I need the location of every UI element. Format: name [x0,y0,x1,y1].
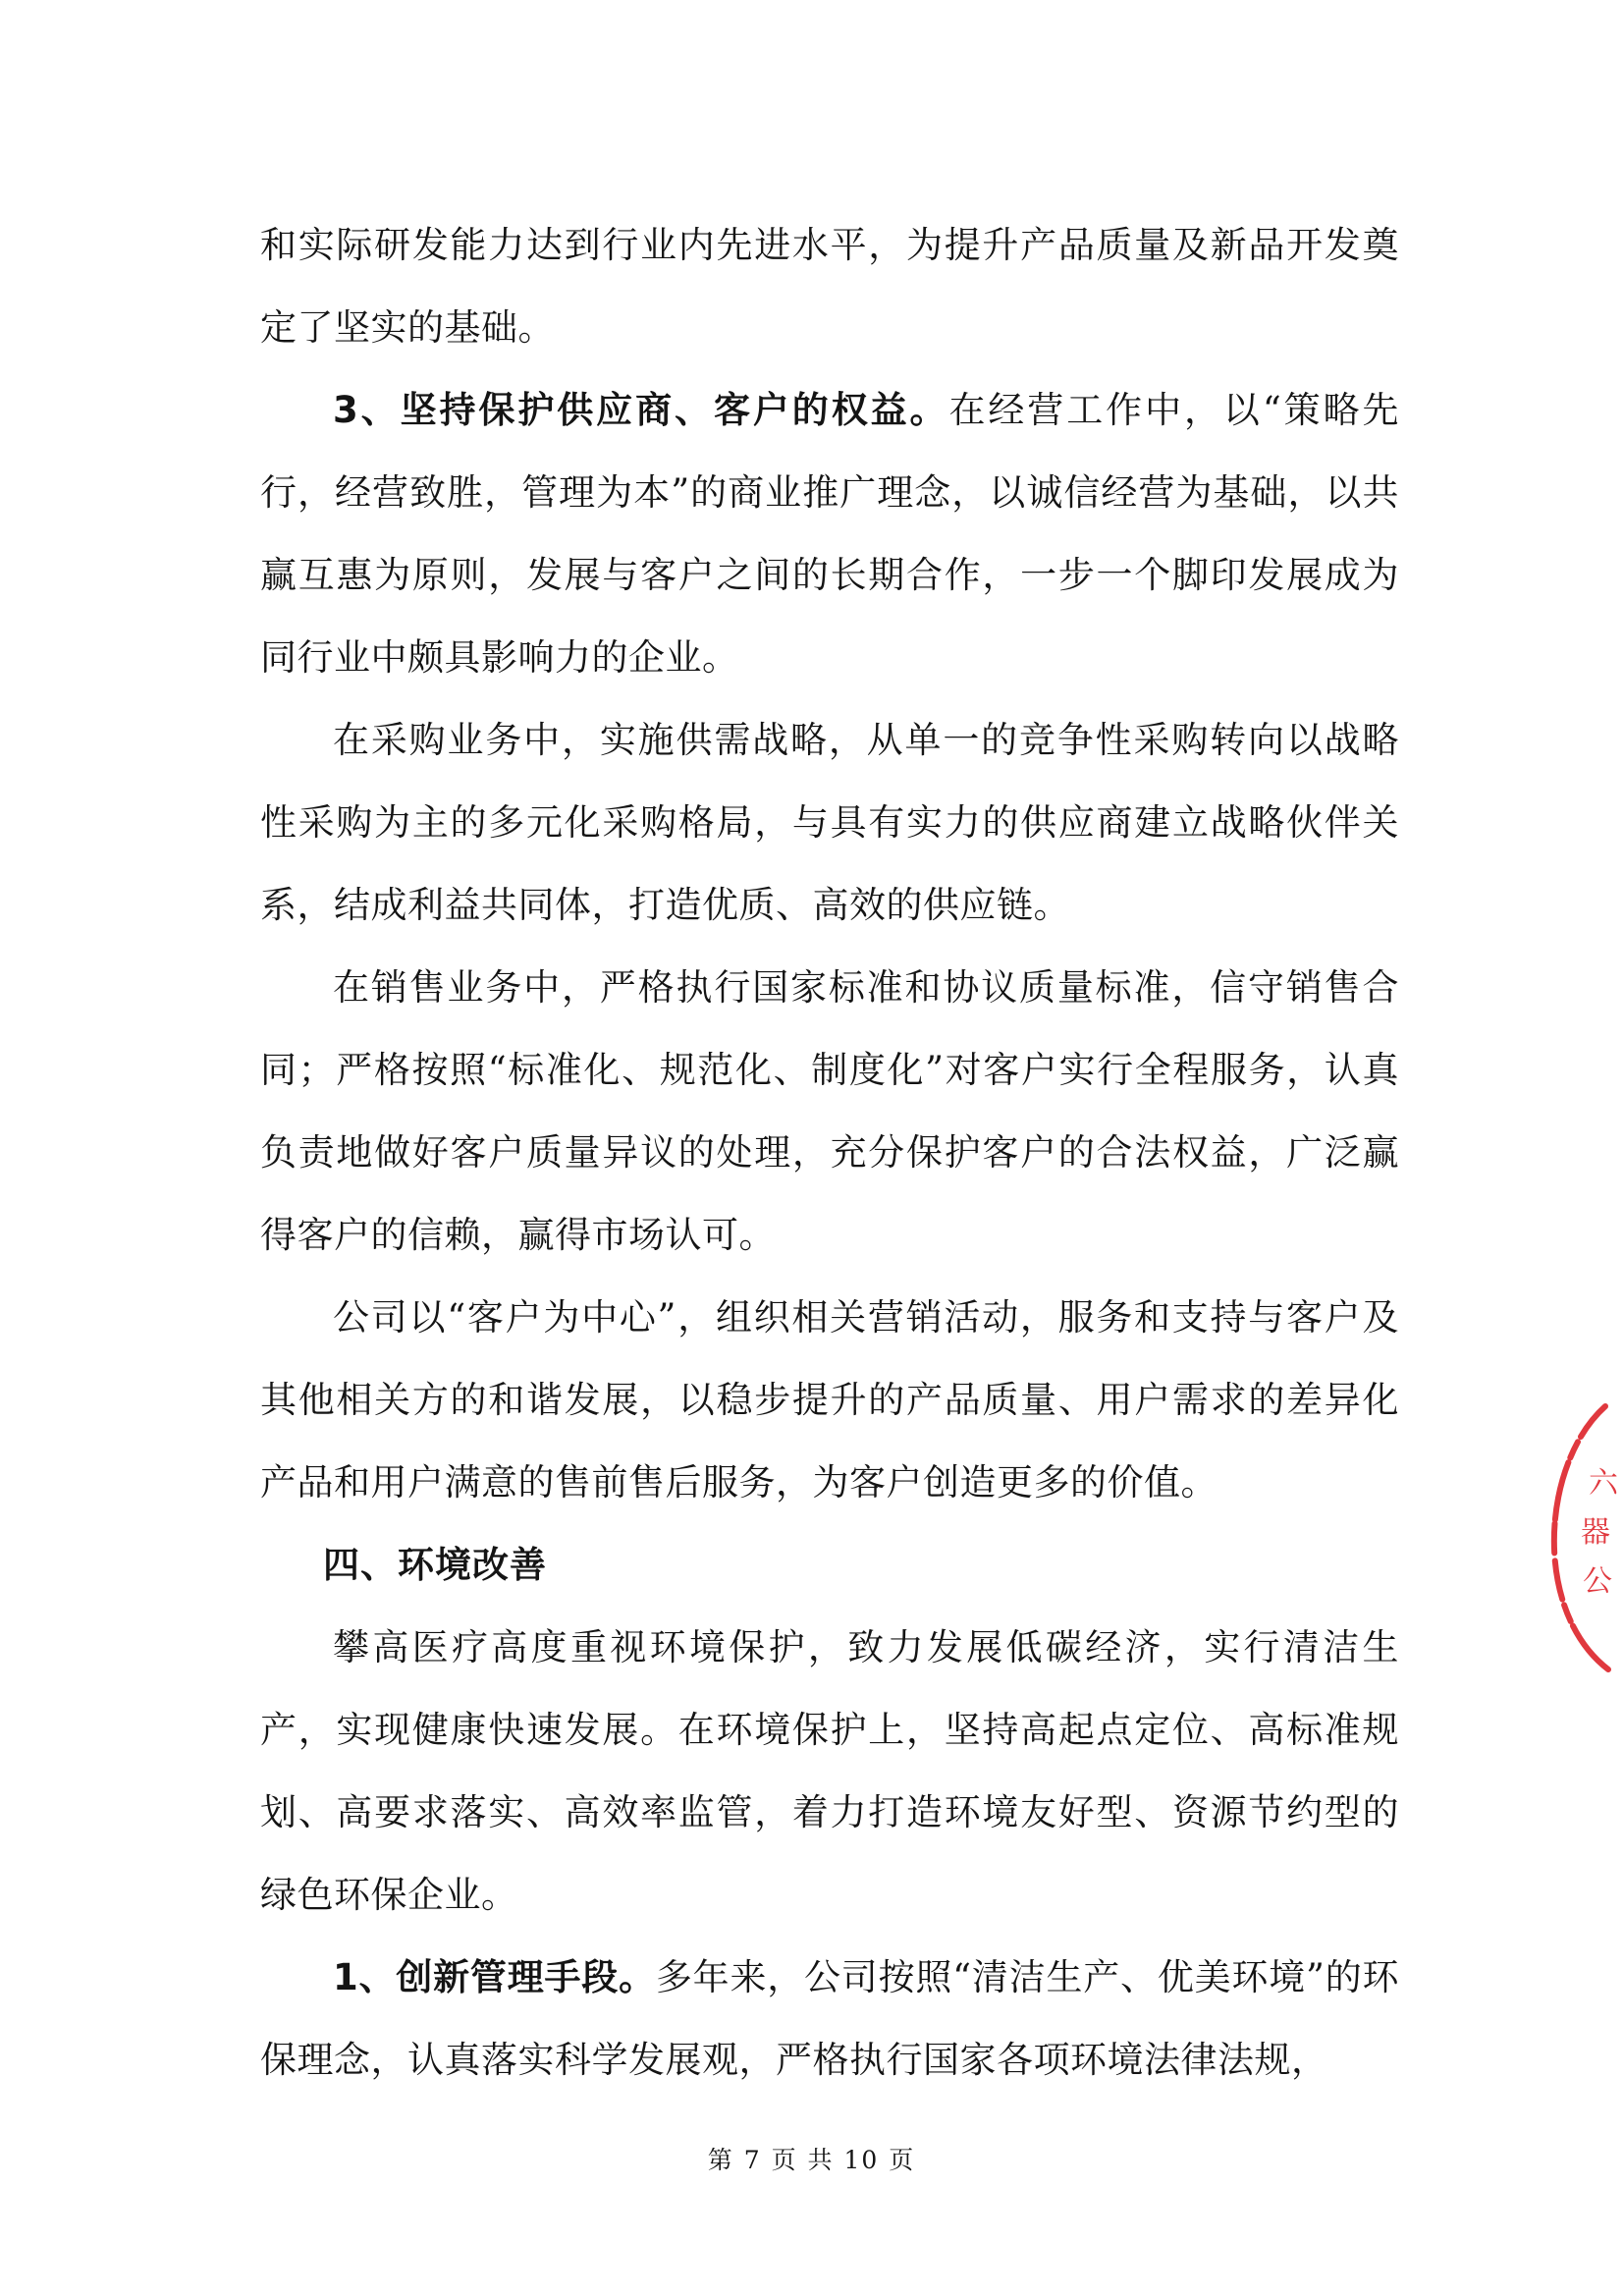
paragraph-continuation [260,204,1399,369]
seal-char: 器 [1581,1515,1610,1550]
page-number-footer: 第 7 页 共 10 页 [707,2146,916,2174]
paragraph-text: 攀高医疗高度重视环境保护，致力发展低碳经济，实行清洁生产，实现健康快速发展。在环境保护上，坚持高起点定位、高标准规划、高要求落实、高效率监管，着力打造环境友好型、资源节约型的绿色环保企业。 [260,1626,1399,1916]
seal-char: 公 [1583,1564,1612,1599]
paragraph-text: 在采购业务中，实施供需战略，从单一的竞争性采购转向以战略性采购为主的多元化采购格局，与具有实力的供应商建立战略伙伴关系，结成利益共同体，打造优质、高效的供应链。 [260,719,1399,926]
paragraph-supplier-customer-rights [260,369,1399,699]
paragraph-text: 在销售业务中，严格执行国家标准和协议质量标准，信守销售合同；严格按照“标准化、规范化、制度化”对客户实行全程服务，认真负责地做好客户质量异议的处理，充分保护客户的合法权益，广泛赢得客户的信赖，赢得市场认可。 [260,966,1399,1256]
section-heading: 四、环境改善 [323,1544,547,1586]
paragraph-customer-center [260,1277,1399,1524]
paragraph-text: 和实际研发能力达到行业内先进水平，为提升产品质量及新品开发奠定了坚实的基础。 [260,224,1399,349]
paragraph-sales [260,947,1399,1277]
document-body [260,204,1399,2102]
paragraph-management-innovation [260,1937,1399,2102]
paragraph-text: 在经营工作中，以“策略先行，经营致胜，管理为本”的商业推广理念，以诚信经营为基础，以共赢互惠为原则，发展与客户之间的长期合作，一步一个脚印发展成为同行业中颇具影响力的企业。 [260,389,1399,679]
paragraph-lead: 1、创新管理手段。 [333,1956,656,1998]
paragraph-lead: 3、坚持保护供应商、客户的权益。 [333,389,949,431]
paragraph-environment-intro [260,1607,1399,1937]
paragraph-procurement [260,699,1399,947]
paragraph-text: 公司以“客户为中心”，组织相关营销活动，服务和支持与客户及其他相关方的和谐发展，以稳步提升的产品质量、用户需求的差异化产品和用户满意的售前售后服务，为客户创造更多的价值。 [260,1296,1399,1503]
company-seal-stamp [1532,1394,1623,1679]
seal-char: 六 [1589,1466,1618,1501]
paragraph-text: 多年来，公司按照“清洁生产、优美环境”的环保理念，认真落实科学发展观，严格执行国家各项环境法律法规， [260,1956,1399,2081]
